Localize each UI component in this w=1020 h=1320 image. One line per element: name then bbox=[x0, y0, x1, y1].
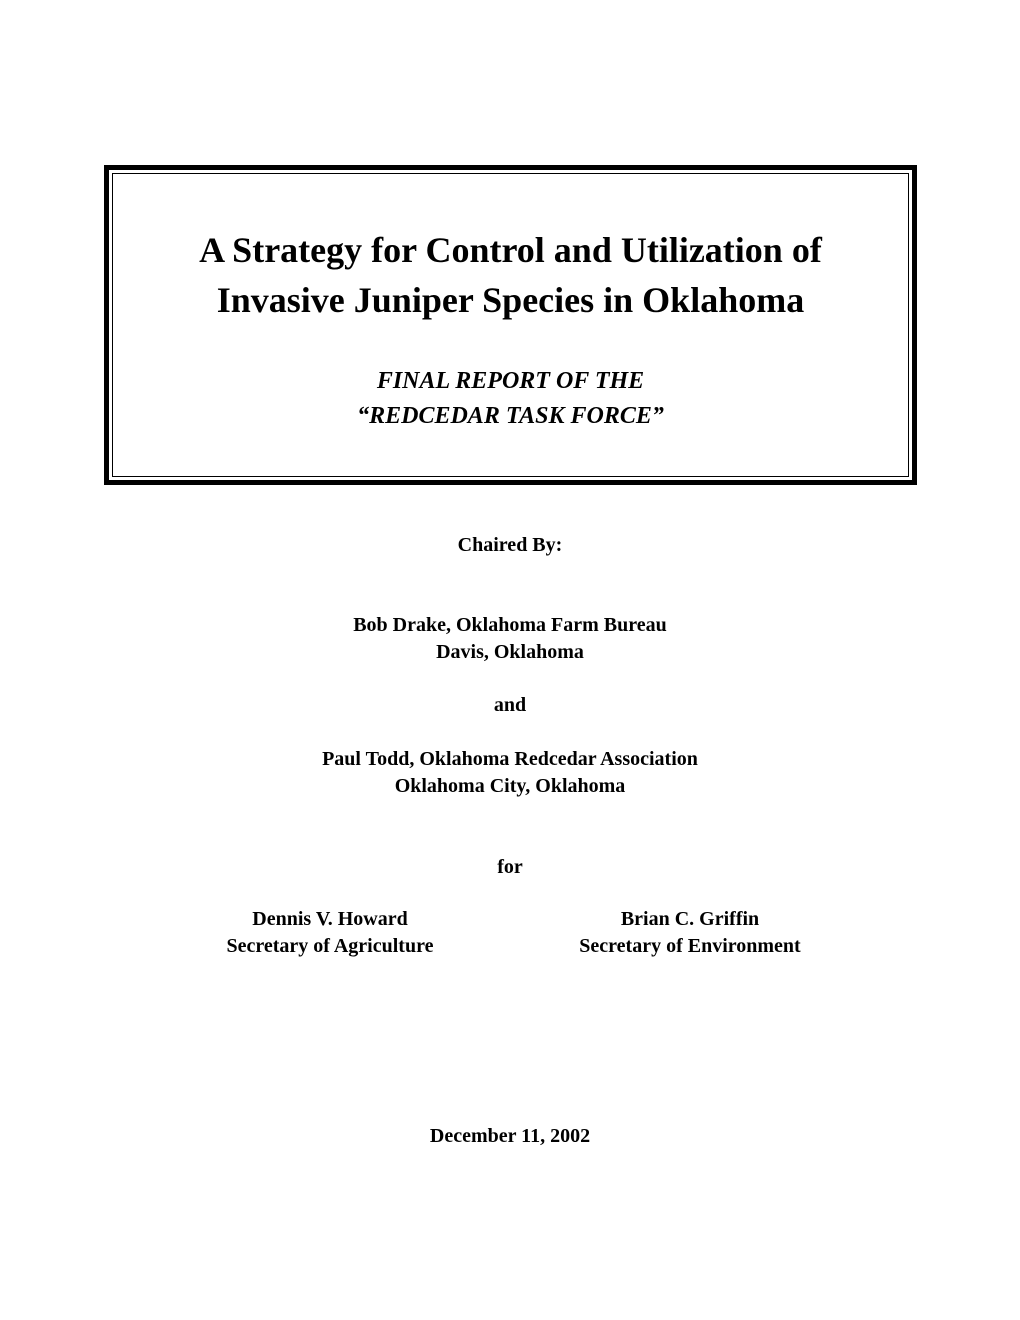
chaired-by-label: Chaired By: bbox=[457, 534, 563, 556]
report-date: December 11, 2002 bbox=[429, 1125, 591, 1147]
chair2-name-org: Paul Todd, Oklahoma Redcedar Association bbox=[322, 748, 698, 770]
recipient-1-role: Secretary of Agriculture bbox=[226, 935, 434, 957]
chair1-location: Davis, Oklahoma bbox=[436, 641, 584, 663]
chair2-location: Oklahoma City, Oklahoma bbox=[394, 775, 626, 797]
for-label: for bbox=[497, 856, 523, 878]
and-label: and bbox=[493, 694, 527, 716]
document-subtitle-line-1: FINAL REPORT OF THE bbox=[376, 368, 645, 394]
document-title-line-2: Invasive Juniper Species in Oklahoma bbox=[216, 280, 805, 320]
recipient-2-name: Brian C. Griffin bbox=[620, 908, 760, 930]
chair1-name-org: Bob Drake, Oklahoma Farm Bureau bbox=[353, 614, 667, 636]
recipient-1-name: Dennis V. Howard bbox=[252, 908, 408, 930]
document-title-line-1: A Strategy for Control and Utilization of bbox=[199, 230, 822, 270]
title-box bbox=[104, 165, 917, 485]
title-box-inner-border bbox=[112, 173, 909, 477]
document-subtitle-line-2: “REDCEDAR TASK FORCE” bbox=[357, 403, 664, 429]
recipient-2-role: Secretary of Environment bbox=[579, 935, 801, 957]
